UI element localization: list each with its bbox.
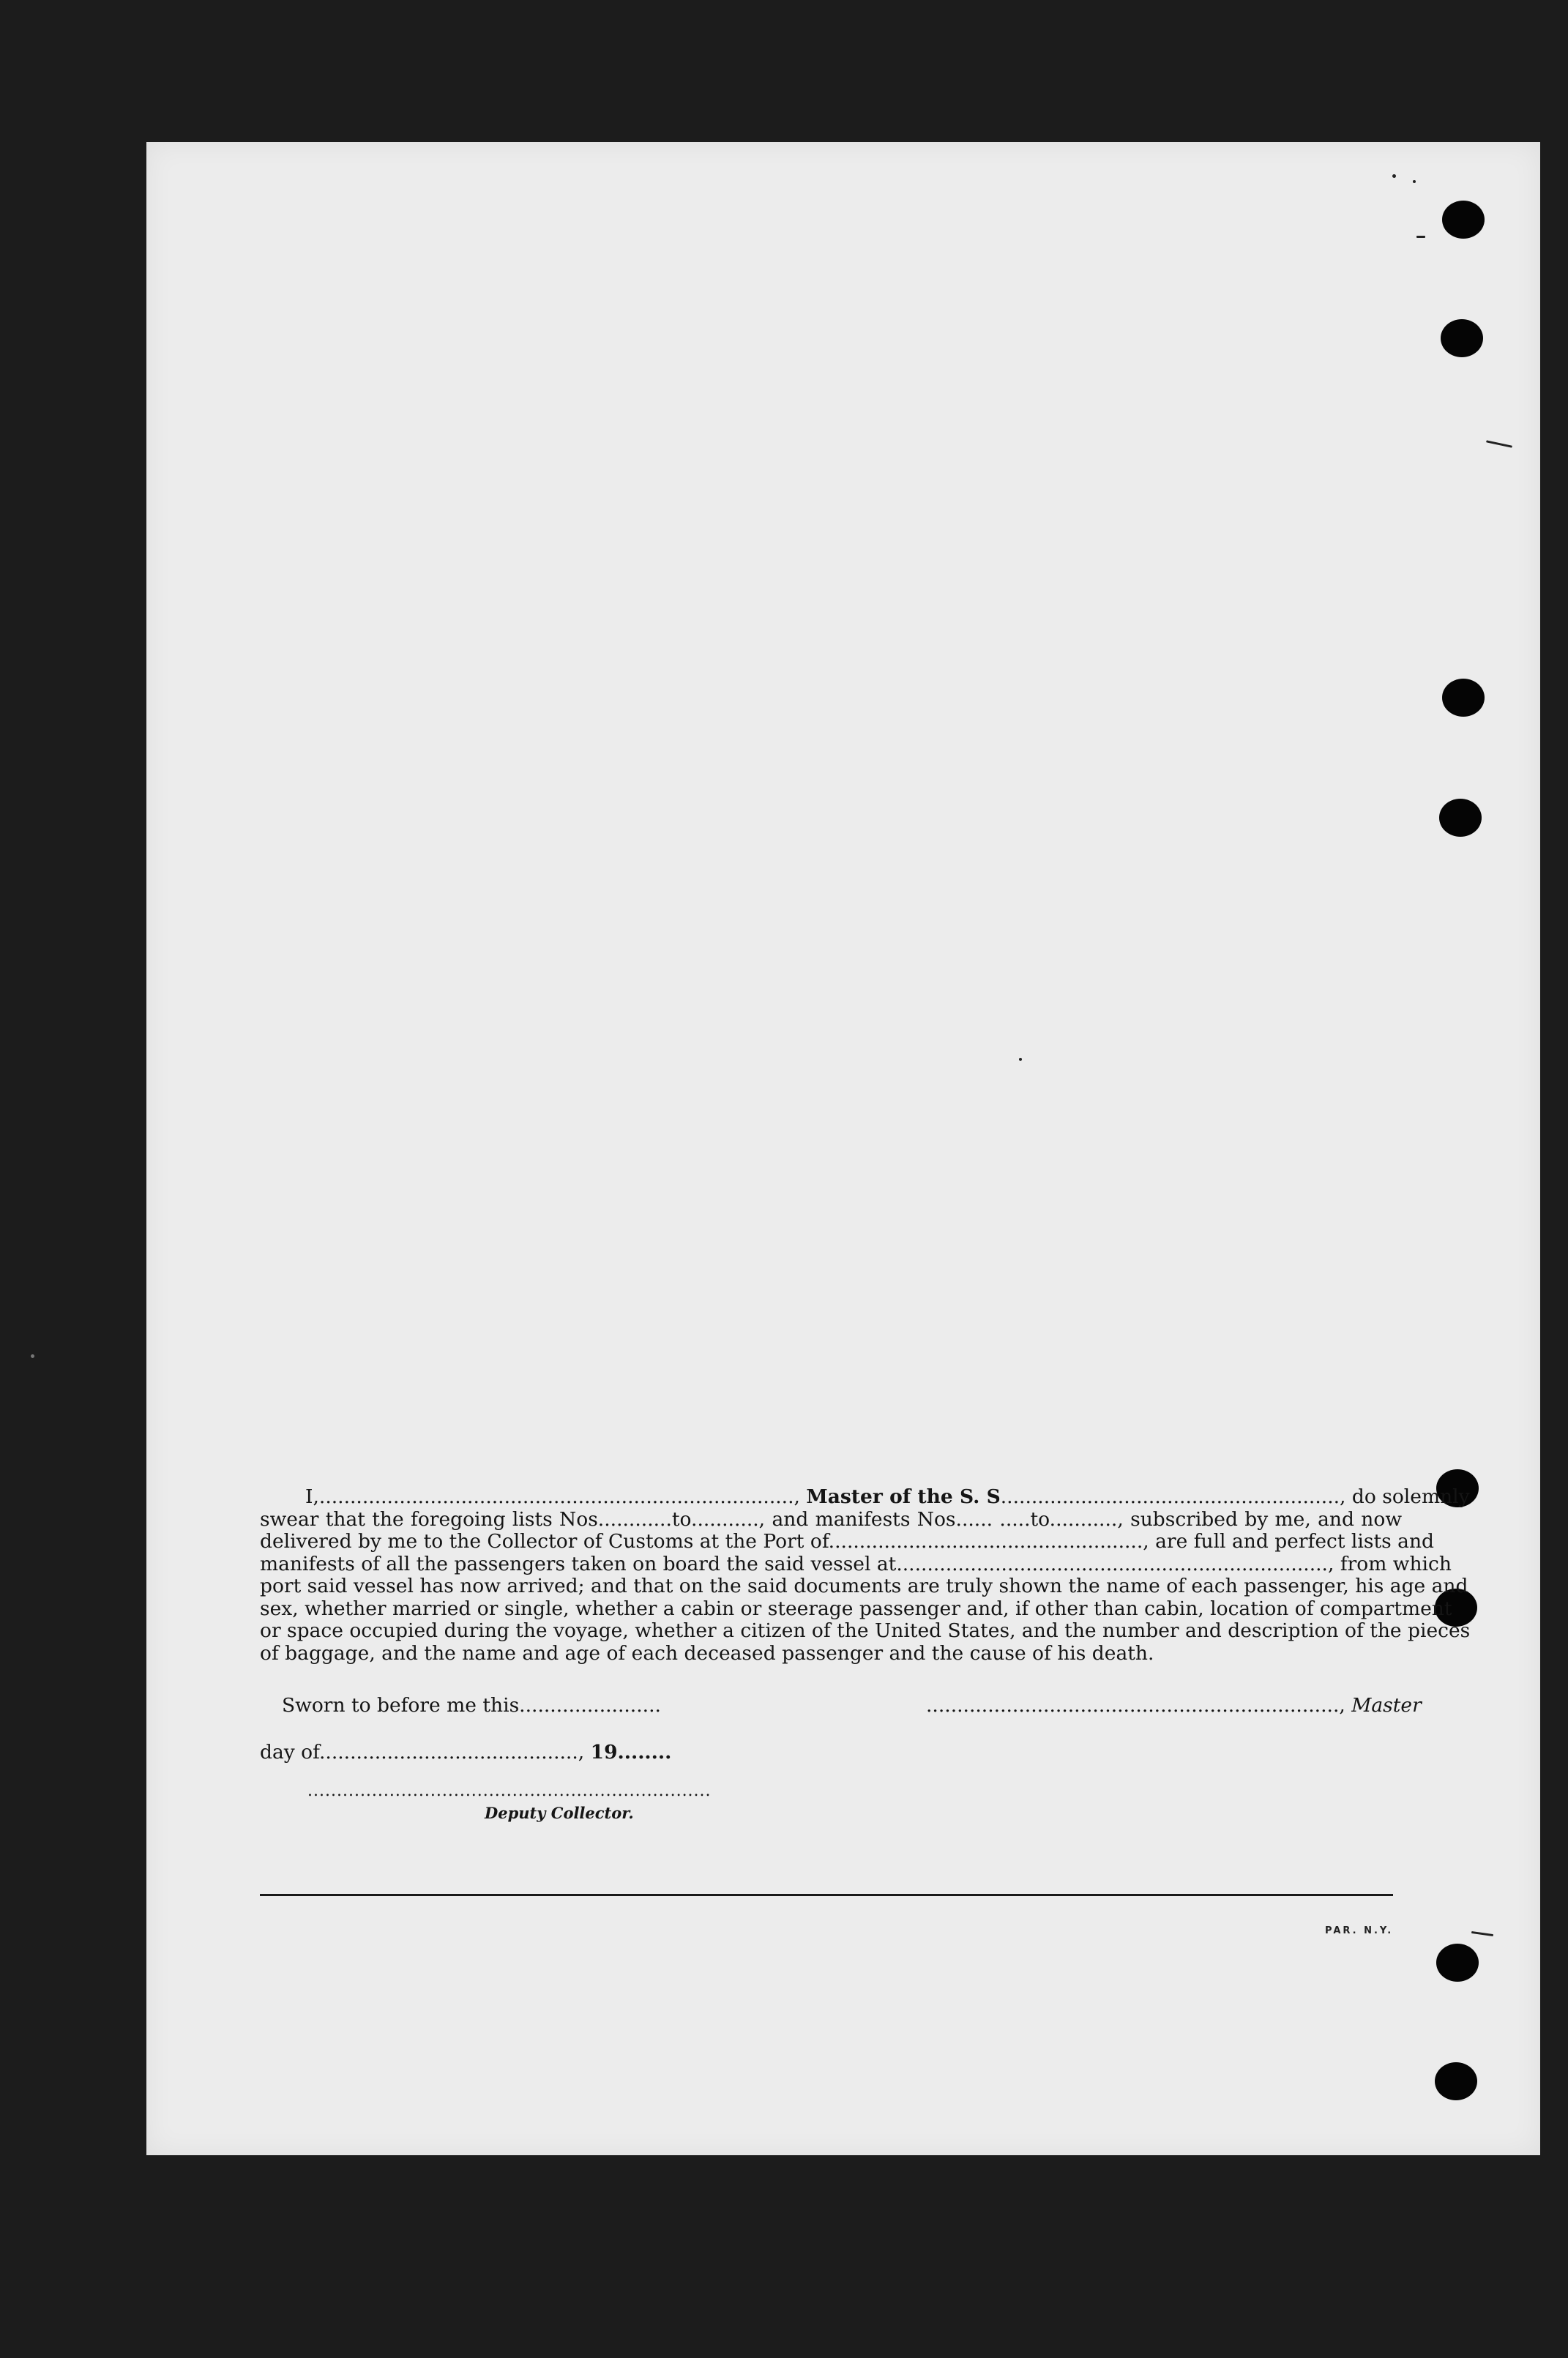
master-oath	[260, 1485, 1471, 1665]
dust-speck	[1392, 174, 1396, 178]
deputy-signature-dots: .....................................................................	[307, 1782, 712, 1800]
punch-hole	[1442, 679, 1485, 717]
oath-line	[260, 1530, 1434, 1553]
master-signature-line	[926, 1694, 1422, 1717]
oath-line	[260, 1485, 1470, 1509]
sworn-before-line: Sworn to before me this.......................	[282, 1694, 661, 1717]
oath-line	[260, 1509, 1402, 1531]
dust-speck	[1019, 1058, 1022, 1061]
punch-hole	[1435, 2062, 1477, 2100]
manifest-page	[146, 142, 1540, 2155]
master-label: Master	[1351, 1694, 1422, 1717]
deputy-collector-label: Deputy Collector.	[485, 1804, 634, 1822]
year-text: 19........	[590, 1741, 672, 1764]
day-of-line	[260, 1741, 671, 1764]
oath-line-5-text: port said vessel has now arrived; and that on the said documents are truly shown the name of each passenger, his age and	[260, 1575, 1468, 1597]
oath-line	[260, 1643, 1402, 1665]
oath-line-7-text: or space occupied during the voyage, whether a citizen of the United States, and the number and description of the pieces	[260, 1619, 1471, 1642]
oath-line	[260, 1619, 1471, 1643]
oath-line	[260, 1597, 1452, 1621]
printer-imprint: PAR. N.Y.	[1325, 1925, 1394, 1936]
oath-line-4-text: manifests of all the passengers taken on board the said vessel at......................................................................, from which	[260, 1552, 1452, 1575]
oath-line-1-text: I,............................................................................., Master of the S. S......................................................., do solemnly	[305, 1485, 1470, 1508]
master-signature-dots: ...................................................................,	[926, 1694, 1345, 1717]
oath-line	[260, 1575, 1468, 1598]
punch-hole	[1441, 319, 1483, 357]
oath-line	[260, 1552, 1452, 1576]
oath-line-8-text: of baggage, and the name and age of each deceased passenger and the cause of his death.	[260, 1641, 1154, 1665]
dust-speck	[31, 1354, 34, 1358]
horizontal-rule	[260, 1894, 1393, 1896]
dust-speck	[1413, 180, 1416, 183]
oath-line-6-text: sex, whether married or single, whether a cabin or steerage passenger and, if other than cabin, location of compartment	[260, 1597, 1452, 1620]
day-of-text: day of..........................................,	[260, 1741, 585, 1764]
dust-speck	[1416, 236, 1425, 238]
punch-hole	[1439, 799, 1482, 837]
punch-hole	[1442, 201, 1485, 239]
oath-line-3-text: delivered by me to the Collector of Customs at the Port of..................................................., are full and perfect lists and	[260, 1530, 1434, 1553]
punch-hole	[1436, 1944, 1479, 1982]
oath-line-2-text: swear that the foregoing lists Nos............to..........., and manifests Nos...... .....to..........., subscribed by me, and now	[260, 1507, 1402, 1531]
